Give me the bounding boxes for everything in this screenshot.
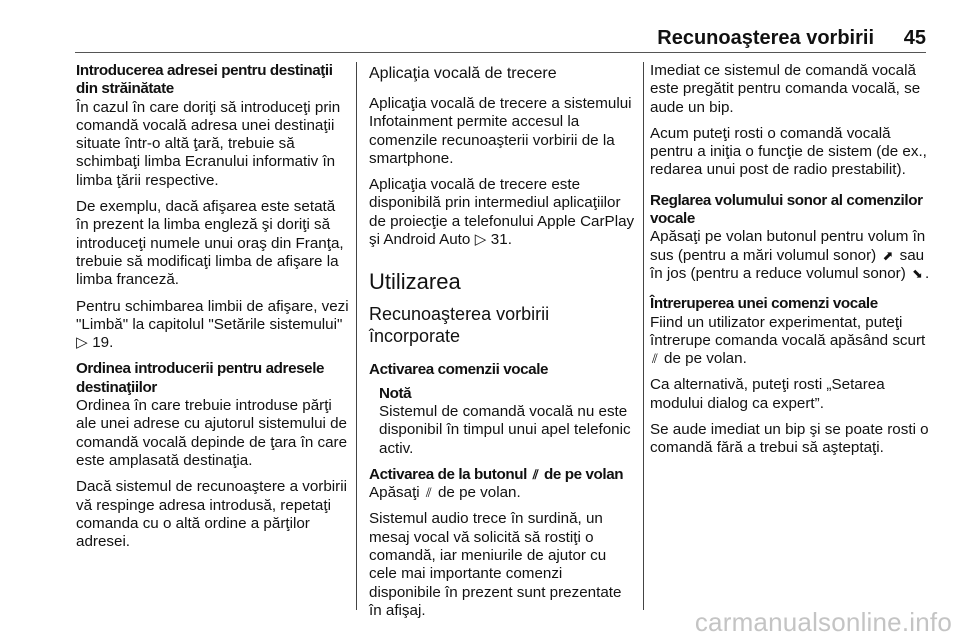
column-2 — [369, 62, 635, 628]
section-heading-builtin-recognition: Recunoaşterea vorbirii încorporate — [369, 304, 550, 347]
paragraph: Acum puteţi rosti o comandă vocală pentru a iniţia o funcţie de sistem (de ex., redarea unui post de radio prestabilit). — [650, 124, 927, 179]
paragraph: Ordinea în care trebuie introduse părţi ale unei adrese cu ajutorul sistemului de comandă vocală depinde de ţara în care este amplasată destinaţia. — [76, 397, 348, 469]
subheading-button-activation: Activarea de la butonul ⫽ de pe volan — [369, 465, 624, 483]
section-heading-foreign-address: Introducerea adresei pentru destinaţii din străinătate — [76, 62, 333, 98]
volume-up-icon: ⬈ — [882, 247, 894, 263]
column-3 — [650, 62, 930, 466]
paragraph: Imediat ce sistemul de comandă vocală este pregătit pentru comanda vocală, se aude un bip. — [650, 62, 921, 116]
page-reference-arrow-icon: ▷ — [76, 334, 88, 352]
watermark: carmanualsonline.info — [694, 607, 952, 637]
paragraph: Apăsaţi ⫽ de pe volan. — [369, 484, 521, 502]
volume-down-icon: ⬊ — [912, 265, 923, 281]
section-heading-voice-passthrough: Aplicaţia vocală de trecere — [369, 65, 557, 82]
paragraph: Sistemul audio trece în surdină, un mesaj vocal vă solicită să rostiţi o comandă, iar meniurile de ajutor cu cele mai importante comenzi disponibile în prezent sunt prezentate în afişaj. — [369, 510, 622, 619]
section-heading-address-order: Ordinea introducerii pentru adresele destinaţiilor — [76, 360, 325, 396]
page-reference[interactable]: 19. — [92, 334, 114, 352]
column-1 — [76, 62, 352, 559]
column-divider — [356, 62, 357, 610]
paragraph: Ca alternativă, puteţi rosti „Setarea modului dialog ca expert”. — [650, 376, 885, 412]
voice-button-icon: ⫽ — [425, 485, 432, 501]
paragraph-text: Aplicaţia vocală de trecere este disponibilă prin intermediul aplicaţiilor de proiecţie a telefonului Apple CarPlay şi Android Auto — [369, 176, 635, 249]
paragraph: Se aude imediat un bip şi se poate rosti o comandă fără a trebui să aşteptaţi. — [650, 421, 929, 457]
paragraph-text: Pentru schimbarea limbii de afişare, vezi "Limbă" la capitolul "Setările sistemului" — [76, 297, 349, 333]
paragraph: Apăsaţi pe volan butonul pentru volum în sus (pentru a mări volumul sonor) ⬈ sau în jos (pentru a reduce volumul sonor) ⬊ . — [650, 228, 930, 282]
chapter-heading-usage: Utilizarea — [369, 269, 461, 295]
page-number: 45 — [903, 27, 926, 49]
voice-button-icon: ⫽ — [532, 466, 539, 482]
paragraph — [369, 176, 635, 249]
paragraph: Dacă sistemul de recunoaştere a vorbirii vă respinge adresa introdusă, repetaţi comanda cu o altă ordine a părţilor adresei. — [76, 478, 347, 551]
paragraph — [76, 298, 352, 353]
page-header — [75, 18, 926, 53]
paragraph: În cazul în care doriţi să introduceţi prin comandă vocală adresa unei destinaţii situate într-o altă ţară, trebuie să schimbaţi limba Ecranului informativ în limba ţării respective. — [76, 98, 341, 189]
voice-button-icon: ⫽ — [652, 351, 658, 367]
section-heading-interrupt: Întreruperea unei comenzi vocale — [650, 295, 878, 313]
page-reference[interactable]: 31. — [490, 231, 512, 249]
note-text: Sistemul de comandă vocală nu este disponibil în timpul unui apel telefonic activ. — [379, 402, 631, 457]
note-box — [379, 385, 635, 458]
note-title: Notă — [379, 384, 412, 402]
subheading-activation: Activarea comenzii vocale — [369, 361, 549, 379]
paragraph: De exemplu, dacă afişarea este setată în prezent la limba engleză şi doriţi să introduceţi numele unui oraş din Franţa, trebuie să modificaţi limba de afişare la limba franceză. — [76, 198, 344, 289]
paragraph: Aplicaţia vocală de trecere a sistemului Infotainment permite accesul la comenzile recunoaşterii vorbirii de la smartphone. — [369, 95, 632, 167]
section-heading-volume: Reglarea volumului sonor al comenzilor vocale — [650, 191, 923, 228]
page-reference-arrow-icon: ▷ — [474, 231, 487, 249]
paragraph: Fiind un utilizator experimentat, puteţi întrerupe comanda vocală apăsând scurt ⫽ de pe volan. — [650, 313, 926, 368]
column-divider — [643, 62, 644, 610]
running-title: Recunoaşterea vorbirii — [657, 27, 874, 49]
